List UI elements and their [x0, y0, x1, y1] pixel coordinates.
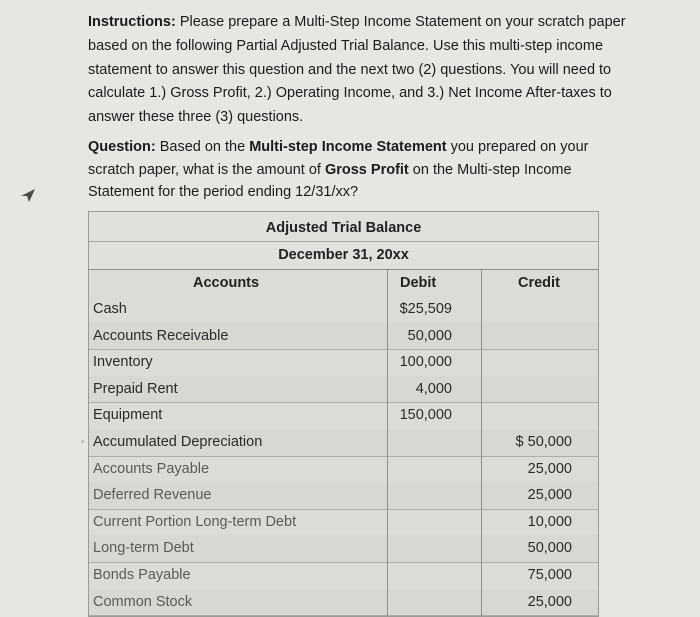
question-part2: you prepared on your scratch paper, what is the amount of: [88, 139, 589, 178]
credit-value: 25,000: [527, 460, 572, 477]
table-row: [89, 323, 598, 351]
debit-value: [389, 589, 452, 616]
question-label: Question:: [88, 139, 156, 155]
account-name: Inventory: [93, 354, 153, 371]
column-header-debit: Debit: [400, 275, 437, 291]
table-row: [89, 376, 598, 404]
account-name: Accounts Receivable: [93, 327, 229, 344]
column-header-accounts: Accounts: [193, 275, 260, 291]
table-row: [89, 589, 598, 617]
credit-value: $ 50,000: [515, 434, 572, 450]
debit-value: 100,000: [399, 354, 452, 371]
credit-value: [509, 323, 572, 350]
trial-balance-table: [88, 211, 599, 617]
credit-value: [509, 349, 572, 376]
account-name: Long-term Debt: [93, 540, 194, 557]
instructions-label: Instructions:: [88, 14, 176, 30]
mouse-pointer-icon: [20, 189, 36, 203]
debit-value: $25,509: [399, 301, 452, 317]
debit-value: 50,000: [407, 327, 452, 344]
table-row: [89, 349, 598, 377]
credit-value: 10,000: [527, 513, 572, 530]
credit-value: 25,000: [527, 593, 572, 610]
question-bold1: Multi-step Income Statement: [249, 139, 447, 155]
table-title: Adjusted Trial Balance: [265, 220, 422, 236]
account-name: Accumulated Depreciation: [93, 434, 263, 450]
debit-value: [389, 509, 452, 536]
debit-value: [389, 482, 452, 509]
credit-value: [509, 296, 572, 323]
page-content: [76, 0, 700, 615]
credit-value: [509, 376, 572, 403]
table-row: [89, 509, 598, 537]
debit-value: [389, 562, 452, 589]
account-name: Current Portion Long-term Debt: [93, 513, 297, 530]
account-name: Equipment: [93, 407, 163, 424]
account-name: Accounts Payable: [93, 460, 210, 477]
table-row: [89, 429, 598, 457]
table-row: [89, 456, 598, 484]
question-part1: Based on the: [159, 139, 250, 155]
table-row: [89, 535, 598, 563]
table-row: [89, 482, 598, 510]
debit-value: [389, 456, 452, 483]
account-name: Prepaid Rent: [93, 380, 178, 397]
debit-value: [389, 429, 452, 456]
table-row: [89, 562, 598, 590]
instructions-body: Please prepare a Multi-Step Income Statement on your scratch paper based on the following Partial Adjusted Trial Balance. Use this multi-step income statement to answer this question and the next two (2) questions. You will need to calculate 1.) Gross Profit, 2.) Operating Income, and 3.) Net Income After-taxes to answer these three (3) questions.: [88, 14, 626, 126]
table-date: December 31, 20xx: [278, 247, 409, 263]
credit-value: 50,000: [527, 540, 572, 557]
debit-value: [389, 535, 452, 562]
instructions-text: [88, 11, 628, 130]
debit-value: 150,000: [399, 407, 452, 424]
account-name: Common Stock: [93, 593, 193, 610]
credit-value: [509, 402, 572, 429]
account-name: Bonds Payable: [93, 567, 191, 583]
stray-dot: [81, 440, 84, 443]
table-header: [89, 212, 598, 270]
column-header-credit: Credit: [518, 275, 560, 291]
table-row: [89, 296, 598, 324]
debit-value: 4,000: [415, 380, 452, 397]
question-part3: on the Multi-step Income Statement for the period ending 12/31/xx?: [88, 161, 572, 200]
question-bold2: Gross Profit: [324, 161, 409, 178]
account-name: Cash: [93, 301, 127, 317]
account-name: Deferred Revenue: [93, 487, 212, 504]
credit-value: 25,000: [527, 487, 572, 504]
table-row: [89, 402, 598, 430]
credit-value: 75,000: [527, 567, 572, 583]
question-text: [88, 136, 608, 204]
